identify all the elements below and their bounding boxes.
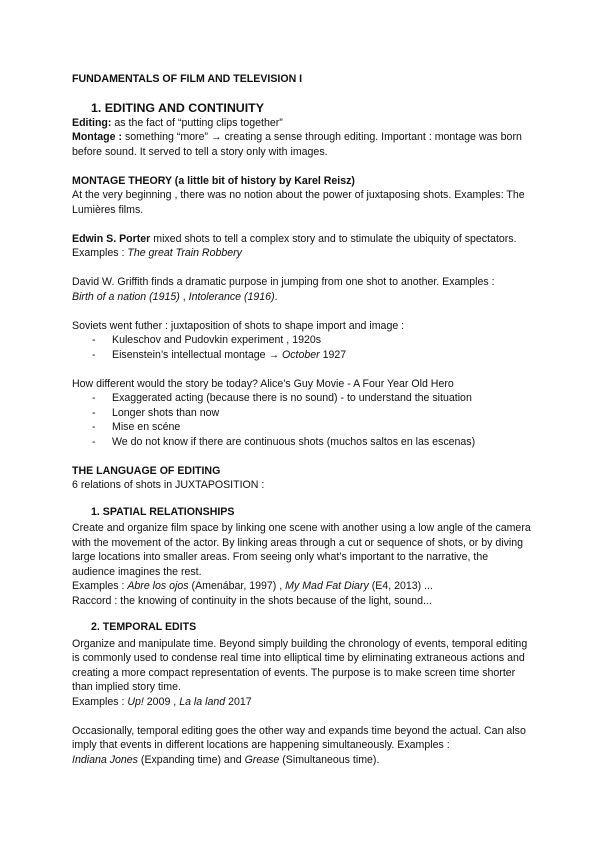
porter-text: mixed shots to tell a complex story and to stimulate the ubiquity of spectators. Examples : (72, 232, 517, 259)
list-item-text (112, 348, 346, 363)
griffith-film-2: Intolerance (1916) (188, 290, 275, 303)
example-film: My Mad Fat Diary (285, 580, 369, 592)
section-heading-editing: 1. EDITING AND CONTINUITY (91, 100, 265, 115)
griffith-separator: , (179, 290, 189, 303)
spatial-heading: 1. SPATIAL RELATIONSHIPS (91, 505, 235, 518)
editing-definition (72, 116, 532, 131)
list-item (72, 435, 532, 450)
october-year: 1927 (319, 348, 347, 361)
question-list (72, 391, 532, 449)
list-item (72, 333, 532, 348)
list-item-text: Mise en scéne (112, 421, 181, 433)
temporal-expansion-text: Occasionally, temporal editing goes the other way and expands time beyond the actual. Can also imply that events in different locations are happening simultaneously. Examples : (72, 724, 526, 751)
language-intro: 6 relations of shots in JUXTAPOSITION : (72, 479, 265, 491)
temporal-expansion (72, 724, 532, 768)
soviets-paragraph: Soviets went futher : juxtaposition of shots to shape import and image : (72, 319, 405, 332)
spacer (72, 159, 532, 174)
examples-label: Examples : (72, 695, 128, 708)
raccord-definition: Raccord : the knowing of continuity in the shots because of the light, sound... (72, 594, 432, 607)
example-info: (Expanding time) and (137, 753, 245, 766)
example-info: (E4, 2013) ... (368, 580, 433, 592)
griffith-text: David W. Griffith finds a dramatic purpose in jumping from one shot to another. Examples : (72, 276, 495, 288)
montage-theory-heading: MONTAGE THEORY (a little bit of history by Karel Reisz) (72, 174, 355, 187)
porter-film: The great Train Robbery (127, 247, 242, 259)
porter-label: Edwin S. Porter (72, 232, 151, 245)
list-item (72, 391, 532, 406)
spacer (72, 261, 532, 276)
list-item (72, 406, 532, 421)
list-item (72, 420, 532, 435)
spatial-examples (72, 579, 532, 594)
example-info: (Amenábar, 1997) , (188, 580, 286, 592)
spacer (72, 709, 532, 724)
spacer (72, 217, 532, 232)
eisenstein-text: Eisenstein’s intellectual montage → (112, 348, 282, 361)
spacer (72, 304, 532, 319)
spacer (72, 362, 532, 377)
spatial-text: Create and organize film space by linking one scene with another using a low angle of the camera with the movement of the actor. By linking areas through a cut or sequence of shots, or by diving large locations into smaller areas. From seeing only what’s important to the narrative, the audience imagines the rest. (72, 522, 531, 578)
spacer (72, 449, 532, 464)
language-heading: THE LANGUAGE OF EDITING (72, 464, 221, 477)
temporal-examples (72, 695, 532, 710)
example-film: La la land (179, 695, 226, 708)
soviets-list (72, 333, 532, 362)
porter-paragraph (72, 232, 532, 261)
example-film: Abre los ojos (127, 580, 189, 592)
list-item-text: Longer shots than now (112, 406, 220, 419)
griffith-film-1: Birth of a nation (1915) (72, 290, 180, 303)
temporal-heading: 2. TEMPORAL EDITS (91, 621, 197, 633)
example-year: 2009 , (143, 695, 180, 708)
list-item-text: Kuleschov and Pudovkin experiment , 1920s (112, 334, 322, 346)
list-item-text: Exaggerated acting (because there is no sound) - to understand the situation (112, 392, 472, 404)
montage-definition (72, 130, 532, 159)
examples-label: Examples : (72, 580, 128, 592)
october-film: October (282, 348, 320, 361)
montage-label: Montage : (72, 131, 123, 143)
example-year: 2017 (225, 695, 252, 708)
example-info: (Simultaneous time). (279, 753, 380, 766)
example-film: Grease (244, 753, 280, 766)
griffith-end: . (274, 290, 278, 303)
temporal-text: Organize and manipulate time. Beyond simply building the chronology of events, temporal editing is commonly used to condense real time into elliptical time by eliminating extraneous actions and creating a more compact representation of events. The purpose is to make screen time shorter than implied story time. (72, 637, 528, 693)
griffith-paragraph (72, 275, 532, 304)
montage-text: something “more” → creating a sense through editing. Important : montage was born before sound. It served to tell a story only with images. (72, 131, 522, 158)
editing-label: Editing: (72, 116, 112, 129)
list-item-text: We do not know if there are continuous shots (muchos saltos en las escenas) (112, 435, 476, 448)
question-paragraph: How different would the story be today? Alice’s Guy Movie - A Four Year Old Hero (72, 377, 454, 390)
editing-text: as the fact of “putting clips together” (111, 116, 283, 129)
example-film: Indiana Jones (72, 753, 138, 766)
montage-theory-intro: At the very beginning , there was no notion about the power of juxtaposing shots. Examples: The Lumières films. (72, 189, 525, 216)
document-title: FUNDAMENTALS OF FILM AND TELEVISION I (72, 73, 303, 85)
example-film: Up! (127, 695, 144, 708)
document-body (72, 72, 532, 767)
list-item (72, 348, 532, 363)
